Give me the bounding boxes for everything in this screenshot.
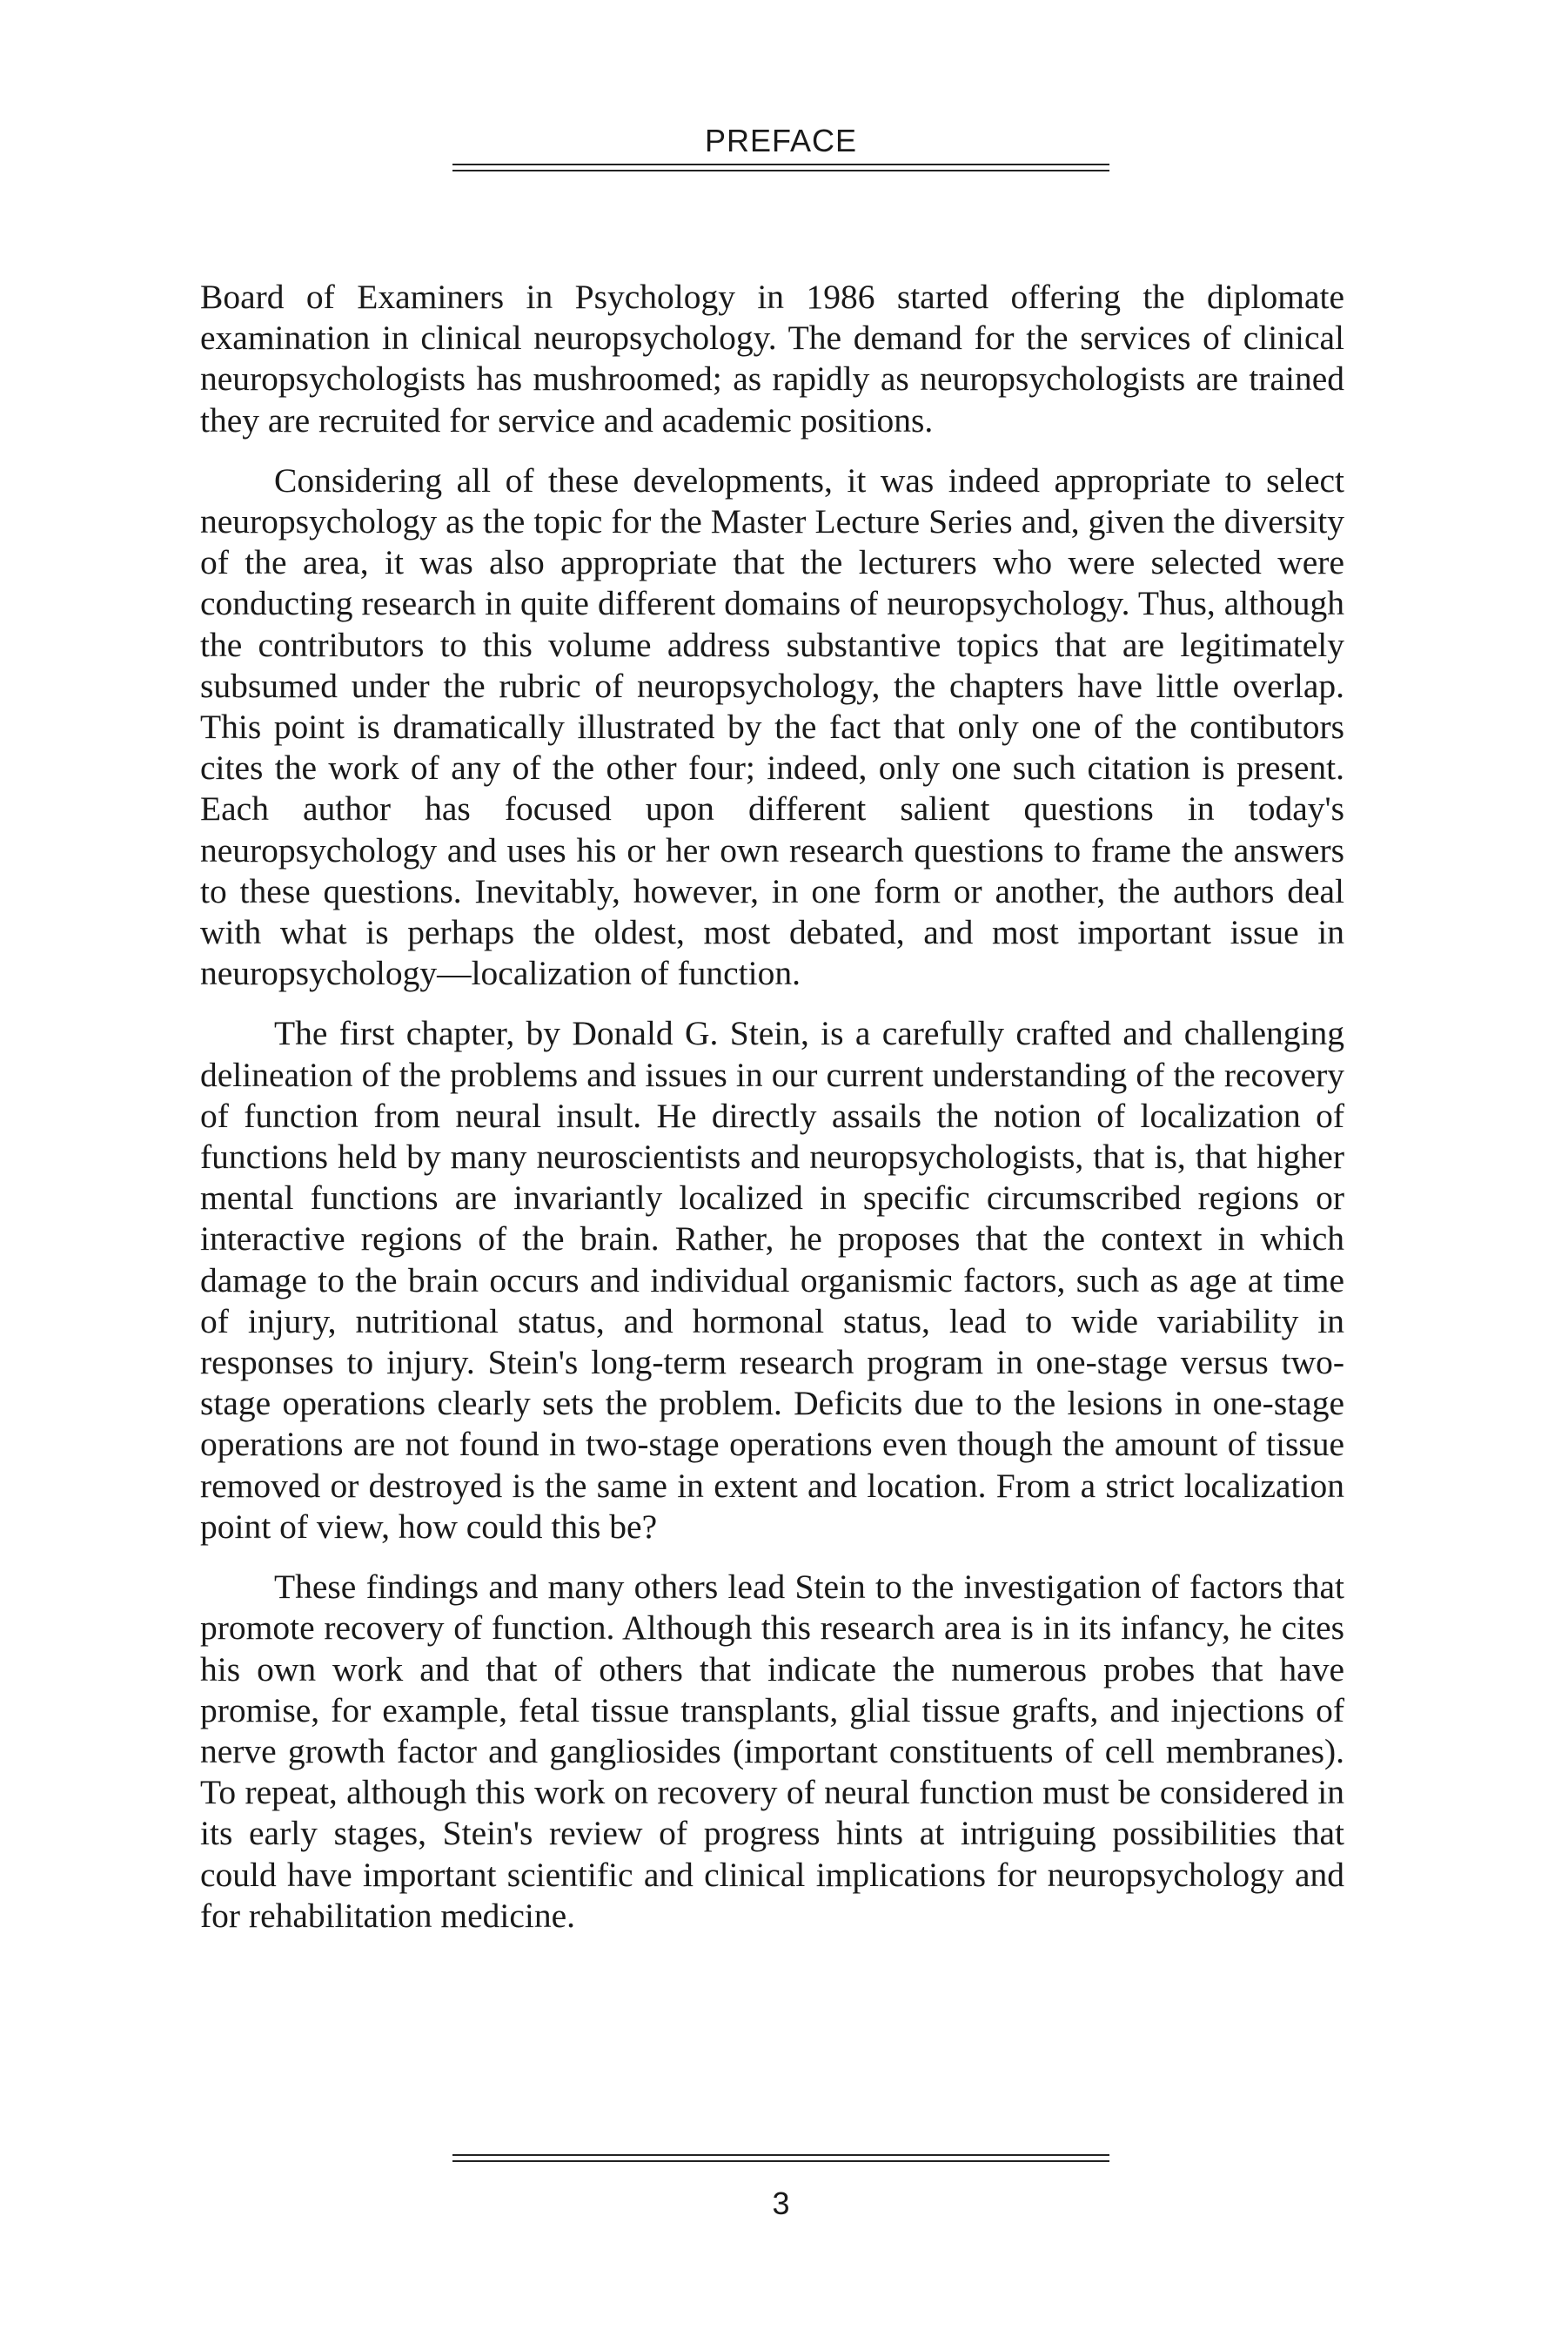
body-text [200,277,1344,1937]
running-head-title: PREFACE [704,123,858,158]
page-footer [452,2154,1109,2221]
paragraph-recovery-factors: These findings and many others lead Stein to the investigation of factors that promote recovery of function. Although this research area is in its infancy, he cites his own work and that of others that indicate the numerous probes that have promise, for example, fetal tissue transplants, glial tissue grafts, and injections of nerve growth factor and gangliosides (important constituents of cell membranes). To repeat, although this work on recovery of neural function must be considered in its early stages, Stein's review of progress hints at intriguing possibilities that could have important scientific and clinical implications for neuropsychology and for rehabilitation medicine. [200,1568,1344,1935]
running-head [452,124,1109,171]
paragraph-continued: Board of Examiners in Psychology in 1986 started offering the diplomate examination in clinical neuropsychology. The demand for the services of clinical neuropsychologists has mushroomed; as rapidly as neuropsychologists are trained they are recruited for service and academic positions. [200,278,1344,440]
paragraph-first-chapter: The first chapter, by Donald G. Stein, is a carefully crafted and challenging delineation of the problems and issues in our current understanding of the recovery of function from neural insult. He directly assails the notion of localization of functions held by many neuroscientists and neuropsychologists, that is, that higher mental functions are invariantly localized in specific circumscribed regions or interactive regions of the brain. Rather, he proposes that the context in which damage to the brain occurs and individual organismic factors, such as age at time of injury, nutritional status, and hormonal status, lead to wide variability in responses to injury. Stein's long-term research program in one-stage versus two-stage operations clearly sets the problem. Deficits due to the lesions in one-stage operations are not found in two-stage operations even though the amount of tissue removed or destroyed is the same in extent and location. From a strict localization point of view, how could this be? [200,1014,1344,1546]
page-number: 3 [772,2186,790,2221]
footer-double-rule [452,2154,1109,2162]
paragraph-developments: Considering all of these developments, it was indeed appropriate to select neuropsychology as the topic for the Master Lecture Series and, given the diversity of the area, it was also appropriate that the lecturers who were selected were conducting research in quite different domains of neuropsychology. Thus, although the contributors to this volume address substantive topics that are legitimately subsumed under the rubric of neuropsychology, the chapters have little overlap. This point is dramatically illustrated by the fact that only one of the contibutors cites the work of any of the other four; indeed, only one such citation is present. Each author has focused upon different salient questions in today's neuropsychology and uses his or her own research questions to frame the answers to these questions. Inevitably, however, in one form or another, the authors deal with what is perhaps the oldest, most debated, and most important issue in neuropsychology—localization of function. [200,460,1344,993]
header-double-rule [452,164,1109,171]
